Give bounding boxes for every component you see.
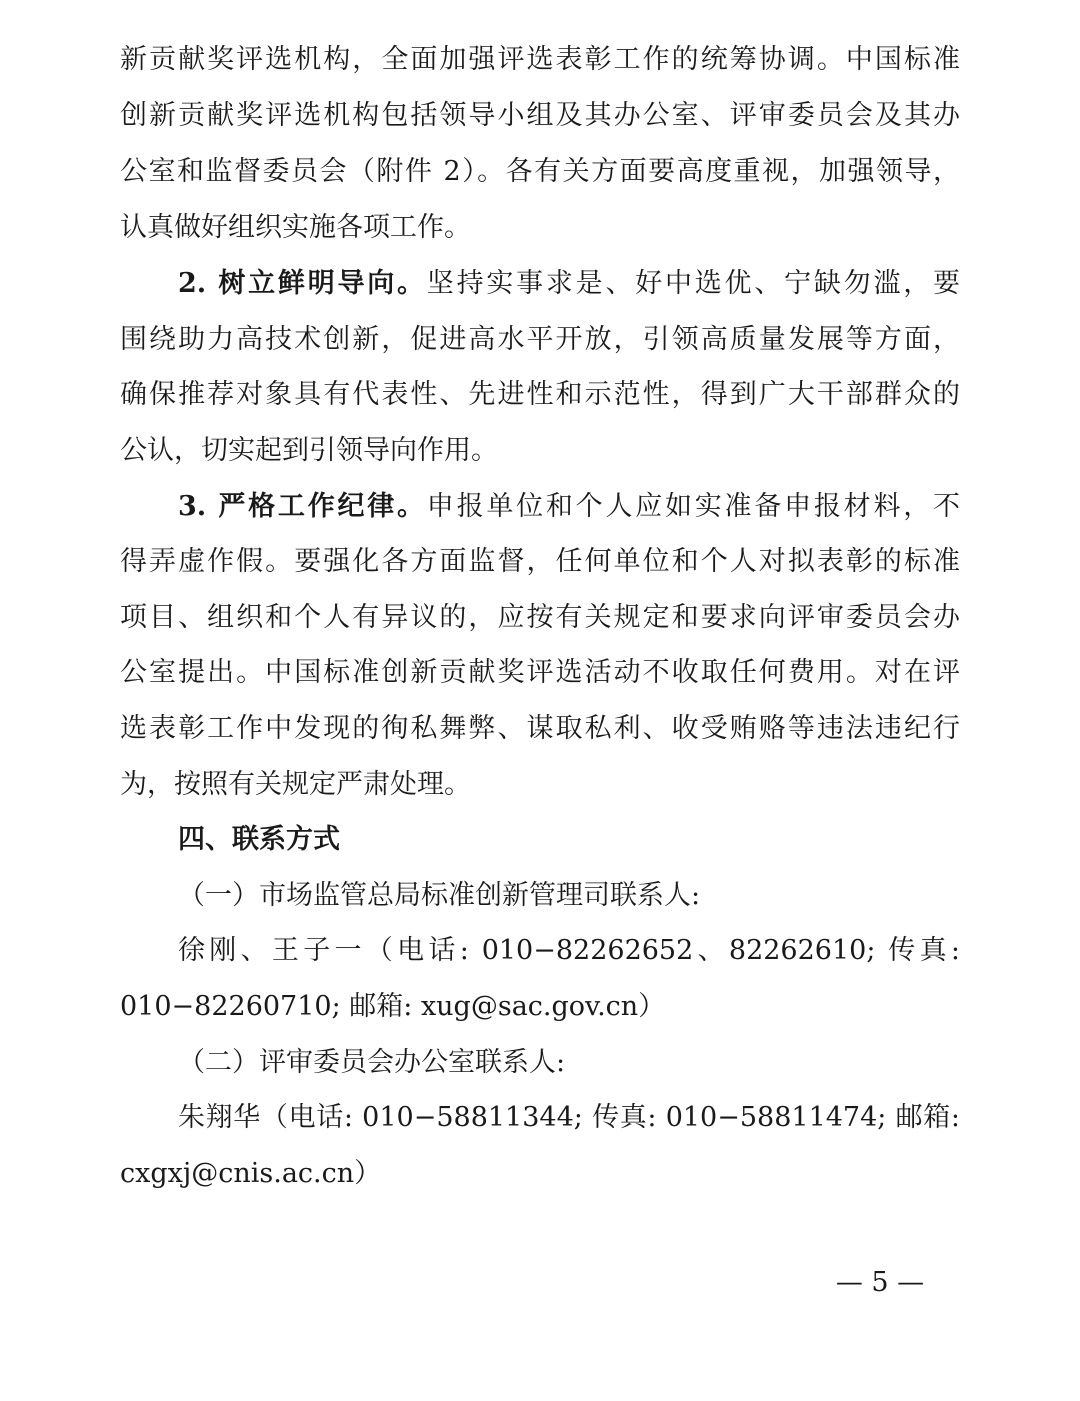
para3-line-5: 选表彰工作中发现的徇私舞弊、谋取私利、收受贿赂等违法违纪行 [120, 713, 960, 744]
para3-line-2: 得弄虚作假。要强化各方面监督，任何单位和个人对拟表彰的标准 [120, 546, 960, 577]
para2-line-4: 公认，切实起到引领导向作用。 [120, 435, 498, 466]
contact1-line-1: 徐刚、王子一（电话: 010−82262652、82262610; 传真: [178, 935, 960, 966]
para2-heading: 2. 树立鲜明导向。 [178, 268, 427, 299]
contact2-line-2: cxgxj@cnis.ac.cn） [120, 1158, 382, 1189]
para3-line-6: 为，按照有关规定严肃处理。 [120, 769, 471, 800]
para1-line-3: 公室和监督委员会（附件 2）。各有关方面要高度重视，加强领导， [120, 156, 960, 187]
para3-line-1 [178, 487, 960, 527]
para2-line-1-text: 坚持实事求是、好中选优、宁缺勿滥，要 [426, 268, 960, 299]
para3-line-3: 项目、组织和个人有异议的，应按有关规定和要求向评审委员会办 [120, 602, 960, 633]
section-title: 四、联系方式 [178, 824, 340, 855]
contact-subheading-2: （二）评审委员会办公室联系人: [178, 1047, 566, 1078]
para1-line-4: 认真做好组织实施各项工作。 [120, 212, 471, 243]
para1-line-2: 创新贡献奖评选机构包括领导小组及其办公室、评审委员会及其办 [120, 100, 960, 131]
para3-line-4: 公室提出。中国标准创新贡献奖评选活动不收取任何费用。对在评 [120, 657, 960, 688]
para2-line-1 [178, 264, 960, 304]
para2-line-2: 围绕助力高技术创新，促进高水平开放，引领高质量发展等方面， [120, 324, 960, 355]
para2-line-3: 确保推荐对象具有代表性、先进性和示范性，得到广大干部群众的 [120, 379, 960, 410]
para1-line-1: 新贡献奖评选机构，全面加强评选表彰工作的统筹协调。中国标准 [120, 44, 960, 75]
para3-heading: 3. 严格工作纪律。 [178, 491, 427, 522]
contact2-line-1: 朱翔华（电话: 010−58811344; 传真: 010−58811474; 邮箱: [178, 1102, 960, 1133]
page-number: — 5 — [835, 1267, 925, 1298]
contact1-line-2: 010−82260710; 邮箱: xug@sac.gov.cn） [120, 991, 666, 1022]
contact-subheading-1: （一）市场监管总局标准创新管理司联系人: [178, 880, 701, 911]
para3-line-1-text: 申报单位和个人应如实准备申报材料，不 [426, 491, 960, 522]
